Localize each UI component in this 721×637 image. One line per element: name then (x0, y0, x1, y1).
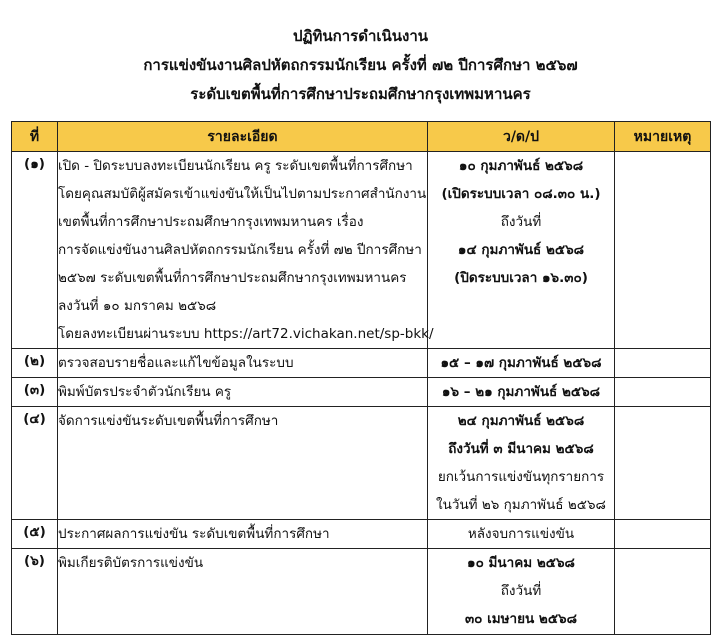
date-line: ๑๐ มีนาคม ๒๕๖๘ (467, 555, 575, 571)
row-note (615, 520, 711, 549)
table-row (12, 520, 711, 549)
header-no: ที่ (12, 122, 58, 152)
table-header-row (12, 122, 711, 152)
title-line-1: ปฏิทินการดำเนินงาน (292, 27, 429, 45)
row-detail (58, 407, 428, 520)
detail-line: การจัดแข่งขันงานศิลปหัตถกรรมนักเรียน ครั้งที่ ๗๒ ปีการศึกษา (58, 242, 422, 258)
detail-line: ตรวจสอบรายชื่อและแก้ไขข้อมูลในระบบ (58, 355, 294, 371)
detail-line: ลงวันที่ ๑๐ มกราคม ๒๕๖๘ (58, 298, 217, 314)
schedule-table (11, 121, 711, 635)
document-title (0, 22, 721, 109)
date-line: ๑๕ – ๑๗ กุมภาพันธ์ ๒๕๖๘ (440, 355, 602, 371)
row-detail (58, 349, 428, 378)
row-number: (๑) (12, 152, 58, 349)
date-line: (เปิดระบบเวลา ๐๘.๓๐ น.) (441, 186, 601, 202)
title-line-3: ระดับเขตพื้นที่การศึกษาประถมศึกษากรุงเทพมหานคร (190, 85, 531, 103)
detail-line: เขตพื้นที่การศึกษาประถมศึกษากรุงเทพมหานคร เรื่อง (58, 214, 364, 230)
date-line: ถึงวันที่ ๓ มีนาคม ๒๕๖๘ (448, 441, 594, 457)
title-line-2: การแข่งขันงานศิลปหัตถกรรมนักเรียน ครั้งที่ ๗๒ ปีการศึกษา ๒๕๖๗ (143, 56, 578, 74)
row-number: (๓) (12, 378, 58, 407)
row-note (615, 349, 711, 378)
row-number: (๔) (12, 407, 58, 520)
date-line: ในวันที่ ๒๖ กุมภาพันธ์ ๒๕๖๘ (436, 497, 606, 513)
detail-line: พิมพ์บัตรประจำตัวนักเรียน ครู (58, 384, 232, 400)
table-row (12, 378, 711, 407)
row-note (615, 407, 711, 520)
date-line: ๒๔ กุมภาพันธ์ ๒๕๖๘ (457, 413, 585, 429)
date-line: ๓๐ เมษายน ๒๕๖๘ (464, 611, 578, 627)
table-body (12, 152, 711, 635)
date-line: ถึงวันที่ (500, 214, 542, 230)
row-date (428, 549, 615, 635)
row-date (428, 152, 615, 349)
row-note (615, 378, 711, 407)
detail-line: โดยลงทะเบียนผ่านระบบ https://art72.vichakan.net/sp-bkk/ (58, 326, 434, 342)
row-detail (58, 549, 428, 635)
table-row (12, 152, 711, 349)
row-date (428, 407, 615, 520)
detail-line: จัดการแข่งขันระดับเขตพื้นที่การศึกษา (58, 413, 279, 429)
date-line: ถึงวันที่ (500, 583, 542, 599)
detail-line: พิมเกียรติบัตรการแข่งขัน (58, 555, 204, 571)
date-line: ๑๐ กุมภาพันธ์ ๒๕๖๘ (458, 158, 584, 174)
header-note: หมายเหตุ (615, 122, 711, 152)
date-line: ๑๖ – ๒๑ กุมภาพันธ์ ๒๕๖๘ (441, 384, 601, 400)
row-detail (58, 378, 428, 407)
detail-line: โดยคุณสมบัติผู้สมัครเข้าแข่งขันให้เป็นไปตามประกาศสำนักงาน (58, 186, 427, 202)
row-date (428, 349, 615, 378)
row-detail (58, 152, 434, 349)
table-row (12, 349, 711, 378)
table-row (12, 549, 711, 635)
header-detail: รายละเอียด (58, 122, 428, 152)
row-detail (58, 520, 428, 549)
date-line: (ปิดระบบเวลา ๑๖.๓๐) (454, 270, 588, 286)
date-line: หลังจบการแข่งขัน (467, 526, 575, 542)
detail-line: ประกาศผลการแข่งขัน ระดับเขตพื้นที่การศึกษา (58, 526, 330, 542)
row-date (428, 520, 615, 549)
table-row (12, 407, 711, 520)
row-number: (๖) (12, 549, 58, 635)
row-number: (๒) (12, 349, 58, 378)
header-date: ว/ด/ป (428, 122, 615, 152)
detail-line: เปิด - ปิดระบบลงทะเบียนนักเรียน ครู ระดับเขตพื้นที่การศึกษา (58, 158, 413, 174)
row-note (615, 152, 711, 349)
date-line: ๑๔ กุมภาพันธ์ ๒๕๖๘ (457, 242, 585, 258)
row-number: (๕) (12, 520, 58, 549)
row-note (615, 549, 711, 635)
detail-line: ๒๕๖๗ ระดับเขตพื้นที่การศึกษาประถมศึกษากรุงเทพมหานคร (58, 270, 407, 286)
date-line: ยกเว้นการแข่งขันทุกรายการ (437, 469, 605, 485)
row-date (428, 378, 615, 407)
